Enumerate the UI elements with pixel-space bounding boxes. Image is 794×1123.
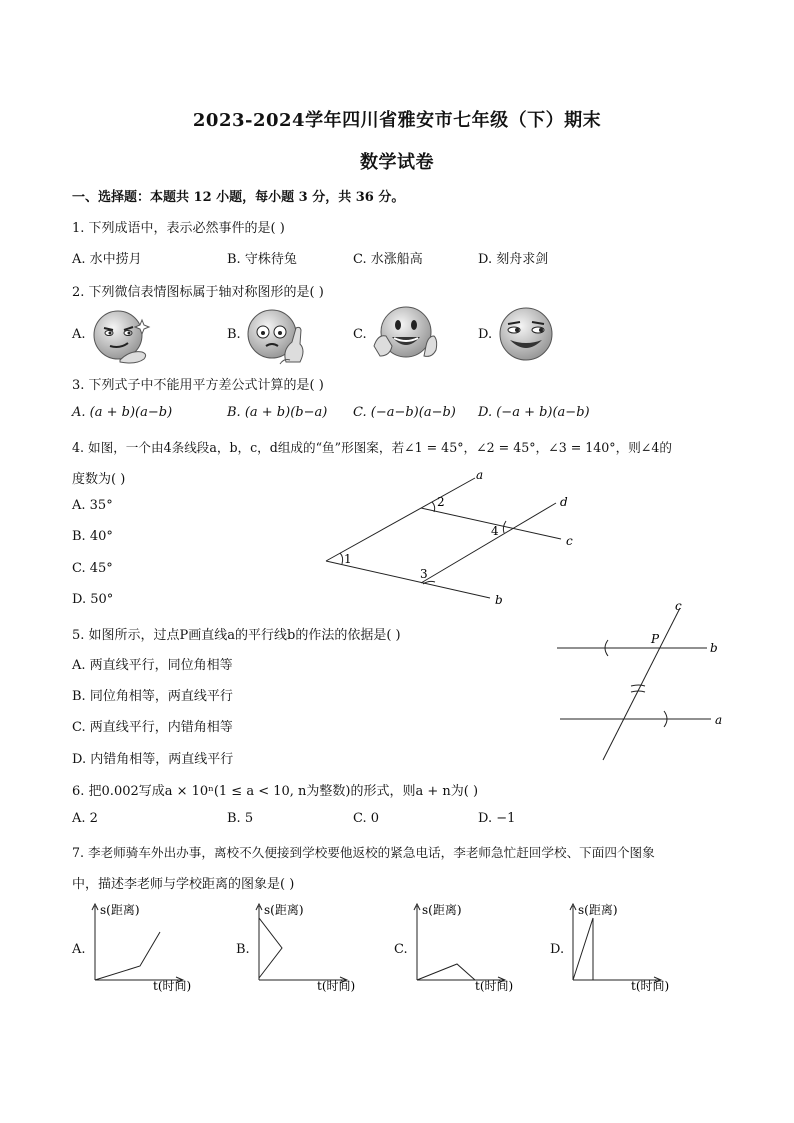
q5-option-c: C. 两直线平行，内错角相等 (72, 720, 233, 735)
graph-d-line (573, 918, 593, 980)
angle-label-2: 2 (437, 495, 445, 509)
graph-b-line (259, 918, 282, 980)
graph-c-ylabel: s(距离) (422, 903, 462, 917)
label-d: d (560, 495, 568, 509)
label-a: a (476, 468, 484, 482)
q7-label-c: C. (394, 942, 408, 957)
q2-label-c: C. (353, 327, 367, 342)
q5-option-a: A. 两直线平行，同位角相等 (72, 658, 233, 673)
q4-option-d: D. 50° (72, 592, 114, 607)
line-b (326, 561, 490, 598)
q7-label-d: D. (550, 942, 565, 957)
graph-d-ylabel: s(距离) (578, 903, 618, 917)
q6-option-c: C. 0 (353, 811, 380, 826)
q1-option-c: C. 水涨船高 (353, 252, 423, 267)
label-c: c (675, 599, 682, 613)
q5-stem: 5. 如图所示，过点P画直线a的平行线b的作法的依据是( ) (72, 628, 401, 643)
q7-label-b: B. (236, 942, 250, 957)
q6-stem: 6. 把0.002写成a × 10ⁿ(1 ≤ a < 10, n为整数)的形式，则a + n为( ) (72, 784, 479, 799)
line-d (421, 503, 556, 583)
graph-d (568, 900, 698, 1000)
graph-a-line (95, 932, 160, 980)
section-heading: 一、选择题：本题共 12 小题，每小题 3 分，共 36 分。 (72, 190, 405, 205)
graph-a (90, 900, 220, 1000)
q1-stem: 1. 下列成语中，表示必然事件的是( ) (72, 221, 285, 236)
label-b: b (710, 641, 718, 655)
graph-d-xlabel: t(时间) (631, 979, 670, 993)
page-title: 2023-2024学年四川省雅安市七年级（下）期末 (192, 110, 602, 131)
q3-stem: 3. 下列式子中不能用平方差公式计算的是( ) (72, 378, 324, 393)
graph-a-xlabel: t(时间) (153, 979, 192, 993)
angle-label-3: 3 (420, 567, 428, 581)
graph-b-ylabel: s(距离) (264, 903, 304, 917)
q4-stem-line2: 度数为( ) (72, 472, 126, 487)
graph-b-xlabel: t(时间) (317, 979, 356, 993)
q1-option-a: A. 水中捞月 (72, 252, 142, 267)
q7-stem-line2: 中，描述李老师与学校距离的图象是( ) (72, 877, 295, 892)
q2-label-a: A. (72, 327, 86, 342)
line-a (326, 478, 475, 561)
q2-stem: 2. 下列微信表情图标属于轴对称图形的是( ) (72, 285, 324, 300)
q6-option-b: B. 5 (227, 811, 254, 826)
q4-option-a: A. 35° (72, 498, 113, 513)
line-c (603, 608, 680, 760)
label-c: c (566, 534, 573, 548)
q3-option-d: D. (−a + b)(a−b) (478, 405, 590, 420)
angle-label-1: 1 (344, 552, 352, 566)
q6-option-a: A. 2 (72, 811, 98, 826)
graph-c-line (417, 964, 475, 980)
label-b: b (495, 593, 503, 607)
angle-label-4: 4 (491, 524, 499, 538)
q2-label-d: D. (478, 327, 493, 342)
q3-option-b: B. (a + b)(b−a) (227, 405, 328, 420)
page-subtitle: 数学试卷 (360, 152, 434, 173)
q6-option-d: D. −1 (478, 811, 516, 826)
q4-option-b: B. 40° (72, 529, 113, 544)
q5-option-d: D. 内错角相等，两直线平行 (72, 752, 234, 767)
q7-label-a: A. (72, 942, 86, 957)
q4-stem-line1: 4. 如图，一个由4条线段a，b，c，d组成的“鱼”形图案，若∠1 = 45°，∠2 = 45°，∠3 = 140°，则∠4的 (72, 440, 672, 455)
label-p: P (651, 632, 660, 646)
parallel-construction-figure (557, 608, 711, 760)
graph-a-ylabel: s(距离) (100, 903, 140, 917)
q2-label-b: B. (227, 327, 241, 342)
q4-option-c: C. 45° (72, 561, 113, 576)
graph-b (254, 900, 384, 1000)
q3-option-a: A. (a + b)(a−b) (72, 405, 173, 420)
q5-option-b: B. 同位角相等，两直线平行 (72, 689, 233, 704)
q3-option-c: C. (−a−b)(a−b) (353, 405, 456, 420)
q7-stem-line1: 7. 李老师骑车外出办事，离校不久便接到学校要他返校的紧急电话，李老师急忙赶回学校、下面四个图象 (72, 845, 655, 860)
label-a: a (715, 713, 723, 727)
q1-option-b: B. 守株待兔 (227, 252, 297, 267)
graph-c (412, 900, 542, 1000)
q1-option-d: D. 刻舟求剑 (478, 252, 549, 267)
graph-c-xlabel: t(时间) (475, 979, 514, 993)
